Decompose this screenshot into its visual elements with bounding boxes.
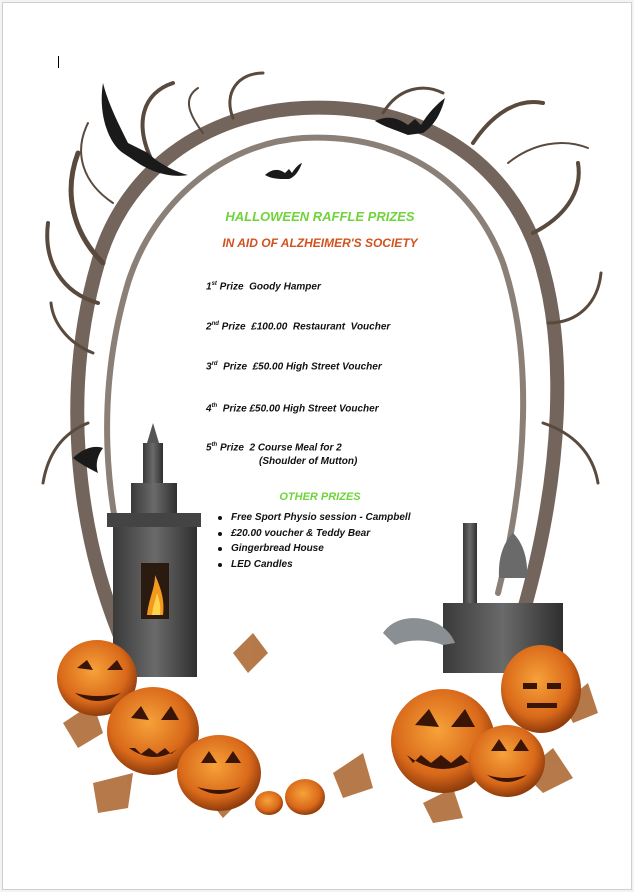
list-item: LED Candles: [215, 559, 411, 575]
flyer-title: HALLOWEEN RAFFLE PRIZES: [225, 209, 415, 224]
prize-line-5-continuation: (Shoulder of Mutton): [259, 456, 358, 468]
prize-line-4: 4th Prize £50.00 High Street Voucher: [206, 403, 379, 415]
stone-tower-left: [107, 423, 201, 677]
document-page: [2, 2, 632, 890]
bullet-icon: [218, 547, 222, 551]
list-item: £20.00 voucher & Teddy Bear: [215, 528, 411, 544]
prize-line-5: 5th Prize 2 Course Meal for 2 (Shoulder of Mutton): [206, 442, 358, 468]
bullet-icon: [218, 532, 222, 536]
list-item: Free Sport Physio session - Campbell: [215, 512, 411, 528]
flyer-subtitle: IN AID OF ALZHEIMER'S SOCIETY: [222, 236, 418, 250]
prize-line-3: 3rd Prize £50.00 High Street Voucher: [206, 361, 382, 373]
prize-line-1: 1st Prize Goody Hamper: [206, 281, 321, 293]
other-prizes-list: [215, 512, 411, 574]
bullet-icon: [218, 516, 222, 520]
list-item: Gingerbread House: [215, 543, 411, 559]
prize-line-2: 2nd Prize £100.00 Restaurant Voucher: [206, 321, 391, 333]
other-prizes-heading: OTHER PRIZES: [279, 491, 361, 503]
bullet-icon: [218, 563, 222, 567]
